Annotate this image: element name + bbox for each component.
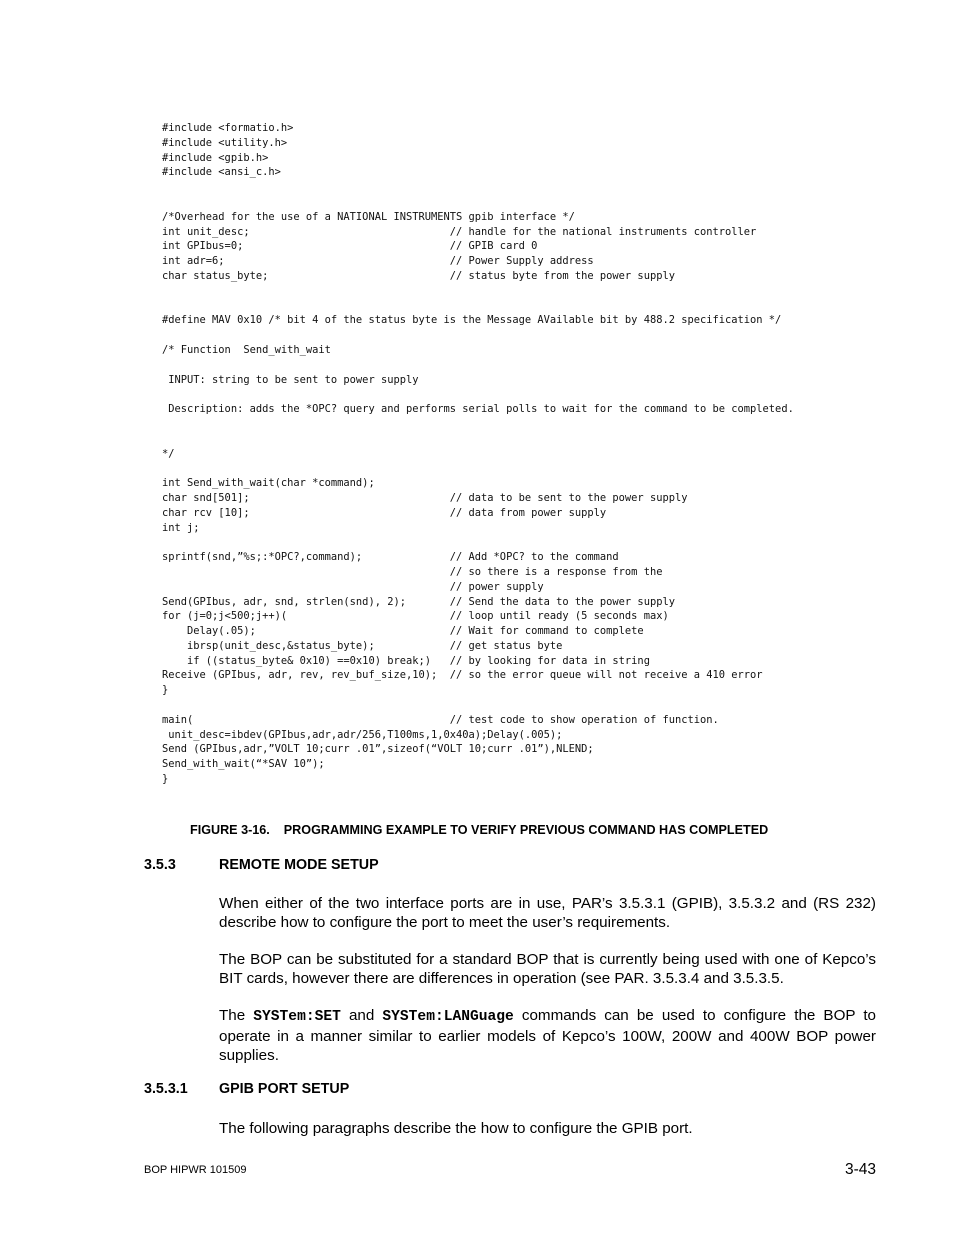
code-line	[162, 387, 794, 402]
code-line: /*Overhead for the use of a NATIONAL INSTRUMENTS gpib interface */	[162, 210, 575, 223]
code-line: /* Function Send_with_wait	[162, 343, 331, 356]
footer-document-id: BOP HIPWR 101509	[144, 1164, 247, 1176]
code-line: Receive (GPIbus, adr, rev, rev_buf_size,10); // so the error queue will not receive a 410 error	[162, 669, 763, 682]
code-line	[162, 535, 794, 550]
section-heading-3-5-3-1	[144, 1081, 349, 1097]
code-line	[162, 180, 794, 195]
code-line: for (j=0;j<500;j++)( // loop until ready (5 seconds max)	[162, 610, 669, 623]
code-line: // power supply	[162, 580, 544, 593]
code-listing	[162, 121, 794, 787]
code-line: int unit_desc; // handle for the national instruments controller	[162, 225, 757, 238]
code-line: Delay(.05); // Wait for command to complete	[162, 625, 644, 638]
section-heading-3-5-3	[144, 857, 379, 873]
code-line: }	[162, 684, 169, 697]
code-line: #define MAV 0x10 /* bit 4 of the status byte is the Message AVailable bit by 488.2 specification */	[162, 314, 782, 327]
code-line: ibrsp(unit_desc,&status_byte); // get status byte	[162, 639, 563, 652]
code-line: #include <utility.h>	[162, 136, 288, 149]
code-line: Description: adds the *OPC? query and performs serial polls to wait for the command to be completed.	[162, 403, 794, 416]
text: and	[340, 1007, 383, 1024]
section-number: 3.5.3	[144, 857, 176, 873]
code-line: int GPIbus=0; // GPIB card 0	[162, 240, 538, 253]
paragraph-system-commands	[219, 1006, 876, 1065]
section-title: REMOTE MODE SETUP	[219, 857, 379, 873]
code-line	[162, 417, 794, 432]
code-line: Send(GPIbus, adr, snd, strlen(snd), 2); // Send the data to the power supply	[162, 595, 675, 608]
code-line: Send (GPIbus,adr,”VOLT 10;curr .01”,sizeof(“VOLT 10;curr .01”),NLEND;	[162, 743, 594, 756]
code-line	[162, 299, 794, 314]
code-line	[162, 195, 794, 210]
code-line: INPUT: string to be sent to power supply	[162, 373, 419, 386]
code-line	[162, 328, 794, 343]
code-line: #include <gpib.h>	[162, 151, 269, 164]
code-line: int adr=6; // Power Supply address	[162, 255, 594, 268]
code-line: char status_byte; // status byte from the power supply	[162, 269, 675, 282]
code-line	[162, 358, 794, 373]
code-line: main( // test code to show operation of function.	[162, 713, 719, 726]
code-line: unit_desc=ibdev(GPIbus,adr,adr/256,T100ms,1,0x40a);Delay(.005);	[162, 728, 563, 741]
code-line: if ((status_byte& 0x10) ==0x10) break;) // by looking for data in string	[162, 654, 650, 667]
code-line	[162, 284, 794, 299]
code-line: Send_with_wait(“*SAV 10”);	[162, 758, 325, 771]
code-line: int Send_with_wait(char *command);	[162, 477, 375, 490]
code-line: #include <ansi_c.h>	[162, 166, 281, 179]
code-line: int j;	[162, 521, 200, 534]
code-line: }	[162, 773, 169, 786]
text: commands can be used to configure the BOP to operate in a manner similar to earlier models of Kepco’s 100W, 200W and 400W BOP power supplies.	[219, 1007, 877, 1064]
code-line	[162, 432, 794, 447]
command-system-language: SYSTem:LANGuage	[382, 1009, 514, 1025]
command-system-set: SYSTem:SET	[253, 1009, 341, 1025]
code-line: */	[162, 447, 175, 460]
section-title: GPIB PORT SETUP	[219, 1081, 350, 1097]
code-line: sprintf(snd,”%s;:*OPC?,command); // Add *OPC? to the command	[162, 551, 619, 564]
figure-caption: FIGURE 3-16. PROGRAMMING EXAMPLE TO VERIFY PREVIOUS COMMAND HAS COMPLETED	[190, 823, 769, 837]
code-line: char rcv [10]; // data from power supply	[162, 506, 607, 519]
paragraph-interface-ports: When either of the two interface ports are in use, PAR’s 3.5.3.1 (GPIB), 3.5.3.2 and (RS 232) describe how to configure the port to meet the user’s requirements.	[219, 895, 876, 931]
paragraph-gpib-port: The following paragraphs describe the how to configure the GPIB port.	[219, 1120, 693, 1137]
code-line: // so there is a response from the	[162, 565, 663, 578]
code-line	[162, 461, 794, 476]
paragraph-bit-cards: The BOP can be substituted for a standard BOP that is currently being used with one of Kepco’s BIT cards, however there are differences in operation (see PAR. 3.5.3.4 and 3.5.3.5.	[219, 951, 876, 987]
code-line	[162, 698, 794, 713]
section-number: 3.5.3.1	[144, 1081, 188, 1097]
text: The	[219, 1007, 254, 1024]
code-line: char snd[501]; // data to be sent to the power supply	[162, 491, 688, 504]
page-number: 3-43	[844, 1161, 876, 1178]
code-line: #include <formatio.h>	[162, 122, 294, 134]
